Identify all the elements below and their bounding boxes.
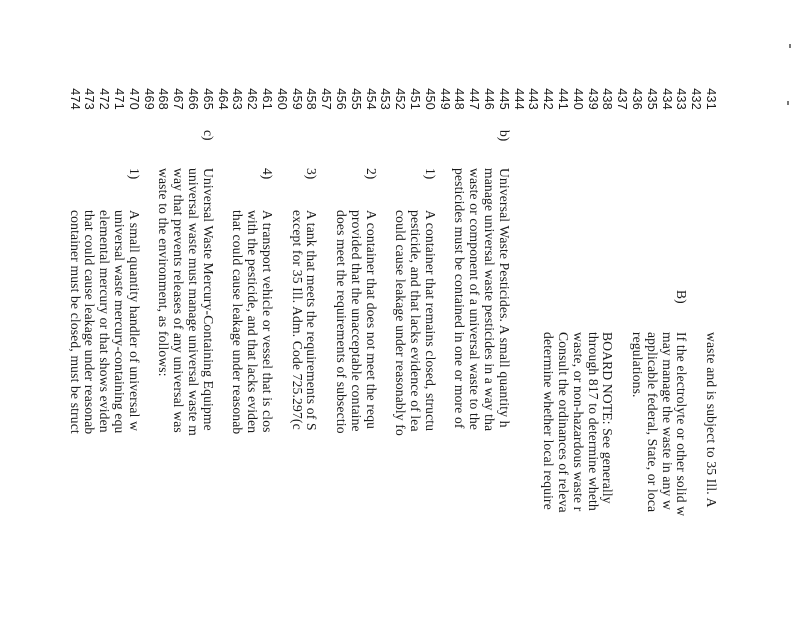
line-number: 467 (171, 88, 186, 110)
line-number: 449 (437, 88, 452, 110)
line-number: 432 (689, 88, 704, 110)
line-number: 462 (245, 88, 260, 110)
section-label: 4) (260, 168, 275, 180)
line-number: 439 (585, 88, 600, 110)
line-text: A transport vehicle or vessel that is clos (260, 210, 275, 433)
line-number: 472 (97, 88, 112, 110)
document-line (67, 0, 82, 618)
line-text: pesticides must be contained in one or more of (452, 168, 468, 429)
document-line (348, 0, 363, 618)
document-line (600, 0, 615, 618)
document-line (304, 0, 319, 618)
document-line (141, 0, 156, 618)
section-label: b) (496, 130, 512, 142)
document-line (230, 0, 245, 618)
document-line (570, 0, 585, 618)
line-number: 455 (348, 88, 363, 110)
line-number: 446 (482, 88, 496, 110)
line-number: 471 (112, 88, 126, 110)
line-number: 436 (630, 88, 644, 110)
section-label: 1) (126, 168, 142, 180)
line-text: container must be closed, must be struct (67, 210, 83, 434)
line-text: way that prevents releases of any universal was (171, 168, 187, 433)
line-text: A small quantity handler of universal w (126, 210, 142, 432)
line-number: 456 (334, 88, 348, 110)
document-line (614, 0, 629, 618)
section-label: B) (674, 290, 690, 304)
section-label: c) (200, 130, 216, 141)
line-text: that could cause leakage under reasonab (230, 210, 246, 435)
line-number: 450 (422, 88, 437, 110)
line-text: waste, or non-hazardous waste r (570, 332, 586, 512)
line-number: 459 (289, 88, 304, 110)
document-line (333, 0, 348, 618)
line-number: 445 (496, 88, 511, 110)
document-line (703, 0, 718, 618)
line-number: 451 (408, 88, 422, 110)
line-number: 468 (156, 88, 171, 110)
line-number: 473 (82, 88, 97, 110)
document-line (111, 0, 126, 618)
line-number: 438 (600, 88, 615, 110)
document-line (452, 0, 467, 618)
line-text: that could cause leakage under reasonab (82, 210, 98, 435)
line-text: applicable federal, State, or loca (644, 332, 660, 513)
line-number: 453 (378, 88, 393, 110)
line-number: 466 (186, 88, 200, 110)
line-number: 461 (260, 88, 274, 110)
line-text: waste to the environment, as follows: (156, 168, 172, 377)
document-line (215, 0, 230, 618)
document-line (289, 0, 304, 618)
document-line (585, 0, 600, 618)
document-line (407, 0, 422, 618)
line-number: 435 (644, 88, 659, 110)
document-line (244, 0, 259, 618)
line-text: universal waste mercury-containing equ (112, 210, 127, 434)
document-line (185, 0, 200, 618)
document-line (437, 0, 452, 618)
document-line (96, 0, 111, 618)
line-number: 457 (319, 88, 334, 110)
line-text: A container that does not meet the requ (363, 210, 379, 430)
line-number: 463 (230, 88, 245, 110)
document-line (496, 0, 511, 618)
line-number: 433 (674, 88, 689, 110)
line-number: 470 (126, 88, 141, 110)
document-line (526, 0, 541, 618)
document-line (363, 0, 378, 618)
line-number: 464 (215, 88, 230, 110)
document-line (392, 0, 407, 618)
section-label: 3) (304, 168, 320, 180)
line-number: 474 (67, 88, 82, 110)
line-text: could cause leakage under reasonably fo (393, 210, 409, 436)
document-line (378, 0, 393, 618)
document-line (540, 0, 555, 618)
line-number: 440 (570, 88, 585, 110)
line-text: Universal Waste Pesticides. A small quantity h (496, 168, 512, 428)
line-text: does meet the requirements of subsectio (334, 210, 349, 434)
line-number: 441 (556, 88, 570, 110)
document-line (274, 0, 289, 618)
line-text: pesticide, and that lacks evidence of lea (408, 210, 423, 432)
line-text: waste and is subject to 35 Ill. A (704, 332, 719, 508)
line-number: 443 (526, 88, 541, 110)
line-number: 458 (304, 88, 319, 110)
line-text: manage universal waste pesticides in a way tha (482, 168, 497, 432)
rotated-document-page (67, 0, 719, 618)
scan-speck (787, 101, 789, 105)
scan-speck (789, 44, 791, 48)
document-line (126, 0, 141, 618)
line-number: 447 (467, 88, 482, 110)
document-line (688, 0, 703, 618)
document-line (200, 0, 215, 618)
line-text: except for 35 Ill. Adm. Code 725.297(c (289, 210, 305, 430)
document-line (629, 0, 644, 618)
line-number: 442 (541, 88, 556, 110)
line-text: A container that remains closed, structu (422, 210, 438, 432)
line-text: Consult the ordinances of releva (556, 332, 571, 513)
document-line (511, 0, 526, 618)
line-number: 454 (363, 88, 378, 110)
line-number: 452 (393, 88, 408, 110)
document-line (466, 0, 481, 618)
line-number: 437 (615, 88, 630, 110)
document-line (674, 0, 689, 618)
line-number: 431 (704, 88, 718, 110)
document-line (82, 0, 97, 618)
line-text: waste or component of a universal waste to the (467, 168, 483, 431)
line-number: 434 (659, 88, 674, 110)
line-text: regulations. (630, 332, 645, 398)
document-line (259, 0, 274, 618)
line-text: through 817 to determine wheth (585, 332, 601, 511)
document-line (422, 0, 437, 618)
line-text: determine whether local require (541, 332, 557, 510)
line-text: provided that the unacceptable containe (348, 210, 364, 432)
document-line (659, 0, 674, 618)
document-line (156, 0, 171, 618)
line-number: 444 (511, 88, 526, 110)
document-line (318, 0, 333, 618)
line-number: 469 (141, 88, 156, 110)
line-number: 465 (200, 88, 215, 110)
line-text: A tank that meets the requirements of S (304, 210, 320, 431)
section-label: 2) (363, 168, 379, 180)
document-line (555, 0, 570, 618)
document-line (170, 0, 185, 618)
line-number: 448 (452, 88, 467, 110)
line-text: elemental mercury or that shows eviden (97, 210, 113, 433)
line-number: 460 (274, 88, 289, 110)
line-text: Universal Waste Mercury-Containing Equipme (200, 168, 216, 431)
line-text: may manage the waste in any w (659, 332, 675, 510)
line-text: with the pesticide, and that lacks eviden (245, 210, 261, 434)
section-label: 1) (422, 168, 438, 180)
line-text: BOARD NOTE: See generally (600, 332, 616, 504)
line-text: universal waste must manage universal waste m (186, 168, 201, 436)
document-line (481, 0, 496, 618)
line-text: If the electrolyte or other solid w (674, 332, 690, 517)
document-line (644, 0, 659, 618)
